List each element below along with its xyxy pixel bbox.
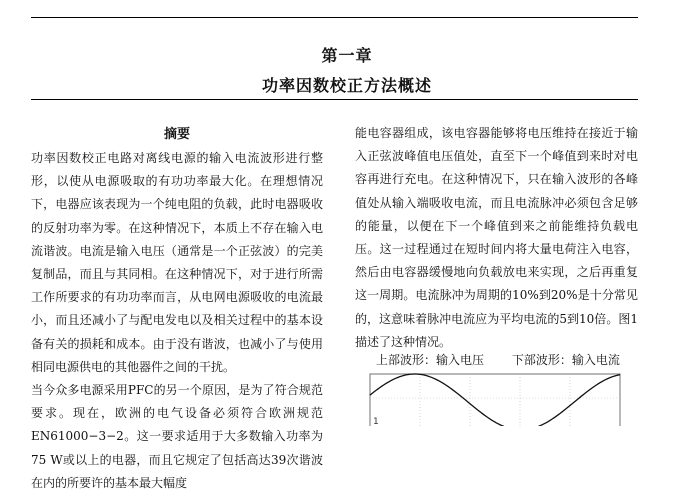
figure-axis-marker: 1 <box>373 417 379 426</box>
waveform-figure <box>368 372 623 426</box>
input-voltage-trace <box>370 374 620 426</box>
abstract-paragraph-1: 功率因数校正电路对离线电源的输入电流波形进行整形，以使从电源吸取的有功功率最大化。在理想情况下，电器应该表现为一个纯电阻的负载，此时电器吸收的反射功率为零。在这种情况下，本质上不存在输入电流谐波。电流是输入电压（通常是一个正弦波）的完美复制品，而且与其同相。在这种情况下，对于进行所需工作所要求的有功功率而言，从电网电源吸收的电流最小，而且还减小了与配电发电以及相关过程中的基本设备有关的损耗和成本。由于没有谐波，也减小了与使用相同电源供电的其他器件之间的干扰。 <box>31 151 323 374</box>
right-column-paragraph: 能电容器组成，该电容器能够将电压维持在接近于输入正弦波峰值电压值处，直至下一个峰值到来时对电容再进行充电。在这种情况下，只在输入波形的各峰值处从输入端吸收电流，而且电流脉冲必须包含足够的能量，以便在下一个峰值到来之前能维持负载电压。这一过程通过在短时间内将大量电荷注入电容，然后由电容器缓慢地向负载放电来实现，之后再重复这一周期。电流脉冲为周期的10%到20%是十分常见的，这意味着脉冲电流应为平均电流的5到10倍。图1描述了这种情况。 <box>355 126 638 349</box>
chapter-heading-rule <box>31 99 638 100</box>
abstract-heading: 摘要 <box>163 127 190 142</box>
abstract-paragraph-2: 当今众多电源采用PFC的另一个原因，是为了符合规范要求。现在，欧洲的电气设备必须符合欧洲规范EN61000−3−2。这一要求适用于大多数输入功率为75 W或以上的电器，而且它规定了包括高达39次谐波在内的所要许的基本最大幅度 <box>31 383 323 490</box>
right-column <box>355 122 638 354</box>
figure-label-lower: 下部波形：输入电流 <box>511 353 620 367</box>
figure-caption-labels <box>376 351 620 368</box>
page-top-rule <box>31 17 638 18</box>
waveform-plot <box>368 372 623 426</box>
left-column <box>31 147 323 495</box>
figure-frame <box>370 374 620 426</box>
figure-grid <box>370 374 620 426</box>
chapter-title: 功率因数校正方法概述 <box>261 76 432 95</box>
figure-label-upper: 上部波形：输入电压 <box>376 353 485 367</box>
chapter-number: 第一章 <box>321 46 373 65</box>
